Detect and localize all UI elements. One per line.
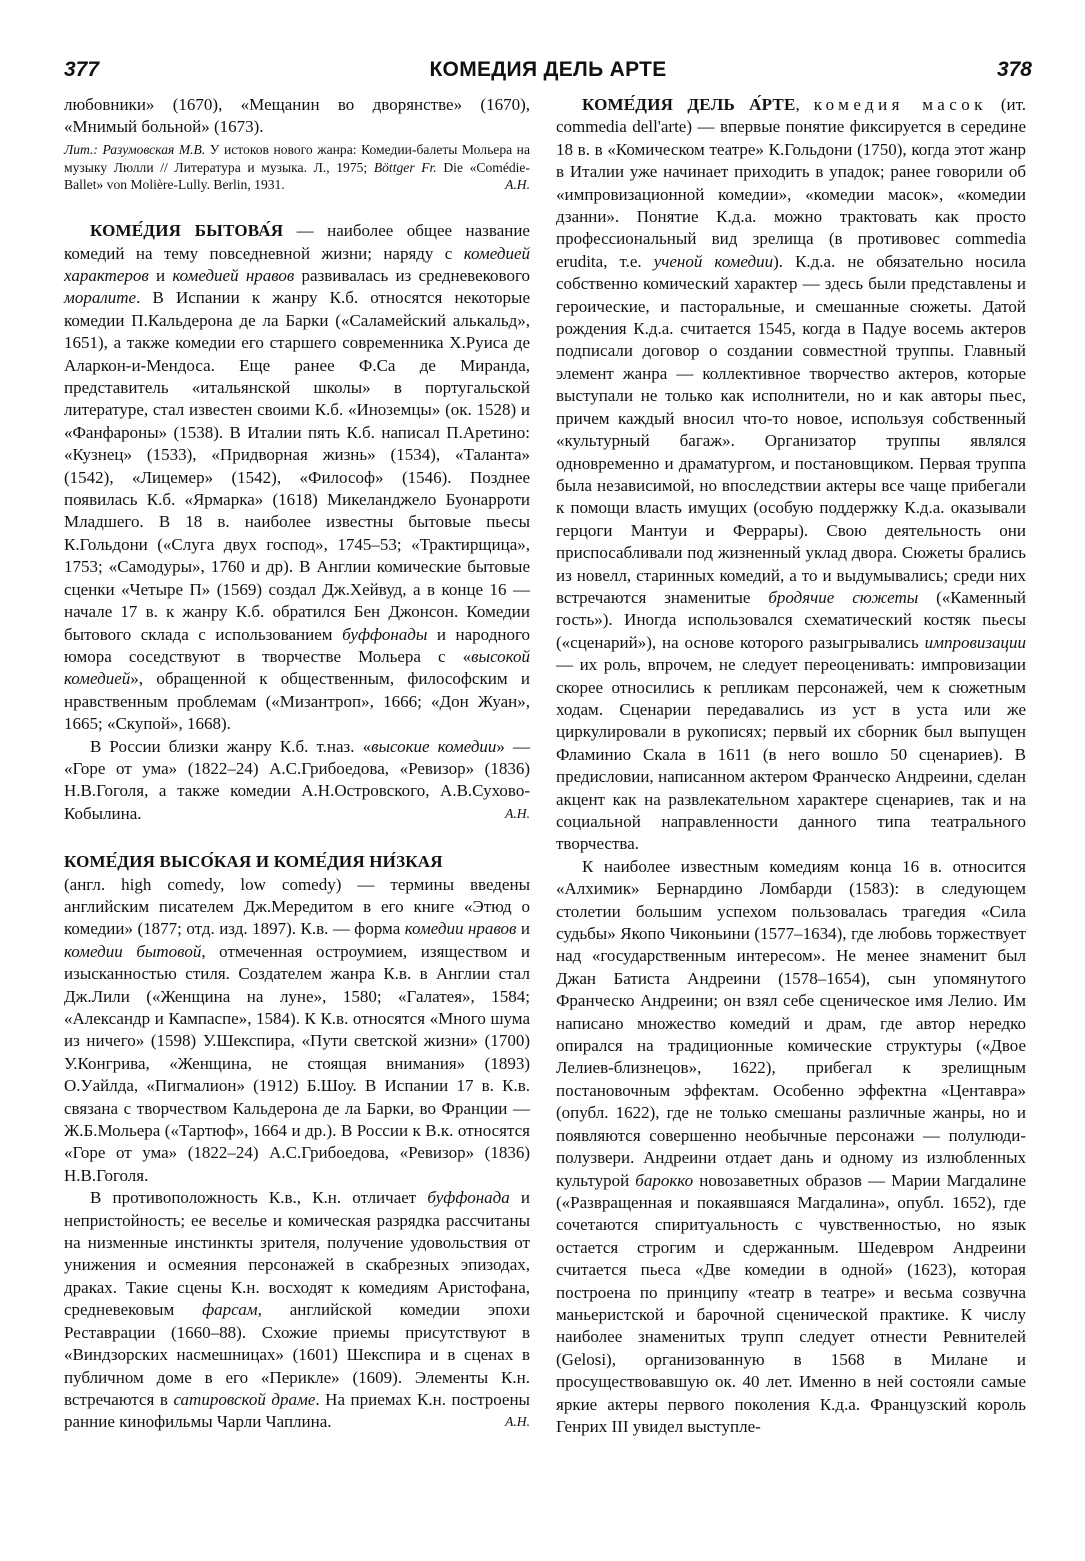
author-signature: А.Н. [505, 177, 530, 193]
entry-subtitle: комедия масок [813, 95, 987, 114]
entry-title-dell-arte: КОМЕ́ДИЯ ДЕЛЬ А́РТЕ [582, 95, 796, 114]
page-header [64, 58, 1032, 90]
lit-author: Böttger Fr. [373, 159, 437, 175]
lit-reference: Die «Comédie-Ballet» von Molière-Lully. Berlin, 1931. [64, 159, 530, 193]
entry-bytovaya-p1: КОМЕ́ДИЯ БЫТОВА́Я — наиболее общее название комедий на тему повседневной жизни; наряду с комедией характеров и комедией нравов развивалась из средневекового моралите. В Испании к жанру К.б. относятся некоторые комедии П.Кальдерона де ла Барки («Саламейский алькальд», 1651), а также комедии его старшего современника Х.Руиса де Аларкон-и-Мендоса. Еще ранее Ф.Са де Миранда, представитель «итальянской школы» в португальской литературе, стал известен своими К.б. «Иноземцы» (ок. 1528) и «Фанфароны» (1538). В Италии пять К.б. написал П.Аретино: «Кузнец» (1533), «Придворная жизнь» (1534), «Таланта» (1542), «Лицемер» (1542), «Философ» (1546). Позднее появилась К.б. «Ярмарка» (1618) Микеланджело Буонарроти Младшего. В 18 в. наиболее известны бытовые пьесы К.Гольдони («Слуга двух господ», 1745–53; «Трактирщица», 1753; «Самодуры», 1760 и др). В Англии комические бытовые сценки «Четыре П» (1569) создал Дж.Хейвуд, а в конце 16 — начале 17 в. к жанру К.б. обратился Бен Джонсон. Комедии бытового склада с использованием буффонады и народного юмора соседствуют в творчестве Мольера с «высокой комедией», обращенной к общественным, философским и нравственным проблемам («Мизантроп», 1666; «Дон Жуан», 1665; «Скупой», 1668). [64, 221, 530, 734]
entry-bytovaya-p2: В России близки жанру К.б. т.наз. «высокие комедии» — «Горе от ума» (1822–24) А.С.Грибоедова, «Ревизор» (1836) Н.В.Гоголя, а также комедии А.Н.Островского, А.В.Сухово-Кобылина. А.Н. [64, 736, 530, 826]
entry-dell-arte-p2: К наиболее известным комедиям конца 16 в. относится «Алхимик» Бернардино Ломбарди (1583): в следующем столетии большим успехом пользовалась трагедия «Сила судьбы» Якопо Чиконьини (1577–1634), где любовь торжествует над «государственным интересом». Не менее знаменит был Джан Батиста Андреини (1578–1654), сын упомянутого Франческо Андреини; он взял себе сценическое имя Лелио. Им написано множество комедий и драм, где автор нередко опирался на традиционные комические структуры («Двое Лелиев-близнецов», 1622), прибегал к зрелищным постановочным эффектам. Особенно эффектна «Центавра» (опубл. 1622), где не только смешаны различные жанры, но и появляются совершенно необычные персонажи — полулюди-полузвери. Андреини отдает дань и одному из излюбленных культурой барокко новозаветных образов — Марии Магдалине («Развращенная и покаявшаяся Магдалина», опубл. 1652), где сочетаются спиритуальность с чувственностью, но язык остается строгим и сдержанным. Шедевром Андреини считается пьеса «Две комедии в одной» (1623), которая построена по принципу «театр в театре» и весьма созвучна маньеристской и барочной сценической практике. К числу наиболее знаменитых трупп следует отнести Ревнителей (Gelosi), организованную в 1568 в Милане и просуществовавшую ок. 40 лет. Именно в ней состояли самые яркие актеры первого поколения К.д.а. Французский король Генрих III увидел выступле- [556, 856, 1026, 1436]
entry-continuation: любовники» (1670), «Мещанин во дворянстве» (1670), «Мнимый больной» (1673). [64, 95, 530, 137]
entry-vysokaya-p1: (англ. high comedy, low comedy) — термины введены английским писателем Дж.Мередитом в его книге «Этюд о комедии» (1877; отд. изд. 1897). К.в. — форма комедии нравов и комедии бытовой, отмеченная остроумием, изяществом и изысканностью стиля. Создателем жанра К.в. в Англии стал Дж.Лили («Женщина на луне», 1580; «Галатея», 1584; «Александр и Кампаспе», 1584). К К.в. относятся «Много шума из ничего» (1598) У.Шекспира, «Пути светской жизни» (1700) У.Конгрива, «Женщина, не стоящая внимания» (1893) О.Уайлда, «Пигмалион» (1912) Б.Шоу. В Испании 17 в. К.в. связана с творчеством Кальдерона де ла Барки, во Франции — Ж.Б.Мольера («Тартюф», 1664 и др.). В России к В.к. относятся «Горе от ума» (1822–24) А.С.Грибоедова, «Ревизор» (1836) Н.В.Гоголя. [64, 874, 530, 1185]
page-number-left: 377 [64, 58, 100, 81]
left-column [64, 94, 530, 1434]
entry-title-bytovaya: КОМЕ́ДИЯ БЫТОВА́Я [90, 221, 284, 241]
lit-author: Разумовская М.В. [102, 141, 206, 157]
entry-title-vysokaya: КОМЕ́ДИЯ ВЫСО́КАЯ И КОМЕ́ДИЯ НИ́ЗКАЯ [64, 852, 443, 872]
author-signature: А.Н. [505, 805, 530, 821]
lit-label: Лит.: [64, 141, 98, 157]
entry-dell-arte-p1: КОМЕ́ДИЯ ДЕЛЬ А́РТЕ, комедия масок (ит. commedia dell'arte) — впервые понятие фиксируется в середине 18 в. в «Комическом театре» К.Гольдони (1750), когда этот жанр в Италии уже начинает приходить в упадок; ранее говорили об «импровизационной комедии», «комедии масок», «комедии дзанни». Понятие К.д.а. можно трактовать как просто профессиональный вид зрелища (в противовес commedia erudita, т.е. ученой комедии). К.д.а. не обязательно носила собственно комический характер — здесь были представлены и героические, и пасторальные, и смешанные сюжеты. Датой рождения К.д.а. считается 1545, когда в Падуе восемь актеров подписали договор о создании совместной труппы. Главный элемент жанра — коллективное творчество актеров, которые выступали не только как исполнители, но и как авторы пьес, причем каждый вносил что-то новое, используя собственный «культурный багаж». Организатор труппы являлся одновременно и драматургом, и постановщиком. Первая труппа была независимой, но впоследствии актеры все чаще прибегали к помощи власть имущих (особую поддержку К.д.а. оказывали герцоги Мантуи и Феррары). Свою деятельность они приспосабливали под жизненный уклад двора. Сюжеты брались из новелл, старинных комедий, а то и выдумывались; среди них встречаются знаменитые бродячие сюжеты («Каменный гость»). Иногда использовался схематический костяк пьесы («сценарий»), на основе которого разыгрывались импровизации — их роль, впрочем, не следует переоценивать: импровизации скорее относились к репликам персонажей, чем к сюжетным ходам. Сценарии передавались из уст в уста или же циркулировали в рукописях; первый их сборник был выпущен Фламинио Скала в 1611 (в него вошло 50 сценариев). В предисловии, написанном актером Франческо Андреини, сделан акцент как на развлекательном характере сценариев, так и на социальной направленности данного типа театрального творчества. [556, 95, 1026, 854]
lit-reference: У истоков нового жанра: Комедии-балеты Мольера на музыку Люлли // Литература и музыка. Л., 1975; [64, 141, 530, 175]
right-column [556, 94, 1026, 1438]
page-number-right: 378 [996, 58, 1032, 81]
running-title: КОМЕДИЯ ДЕЛЬ АРТЕ [429, 58, 667, 81]
literature-note [64, 141, 530, 194]
entry-vysokaya-p2: В противоположность К.в., К.н. отличает буффонада и непристойность; ее веселье и комическая разрядка рассчитаны на низменные инстинкты зрителя, получение удовольствия от унижения и осмеяния персонажей в скабрезных эпизодах, драках. Такие сцены К.н. восходят к комедиям Аристофана, средневековым фарсам, английской комедии эпохи Реставрации (1660–88). Схожие приемы присутствуют в «Виндзорских насмешницах» (1601) Шекспира и в сценах в публичном доме в его «Перикле» (1609). Элементы К.н. встречаются в сатировской драме. На приемах К.н. построены ранние кинофильмы Чарли Чаплина. А.Н. [64, 1187, 530, 1433]
author-signature: А.Н. [505, 1414, 530, 1430]
